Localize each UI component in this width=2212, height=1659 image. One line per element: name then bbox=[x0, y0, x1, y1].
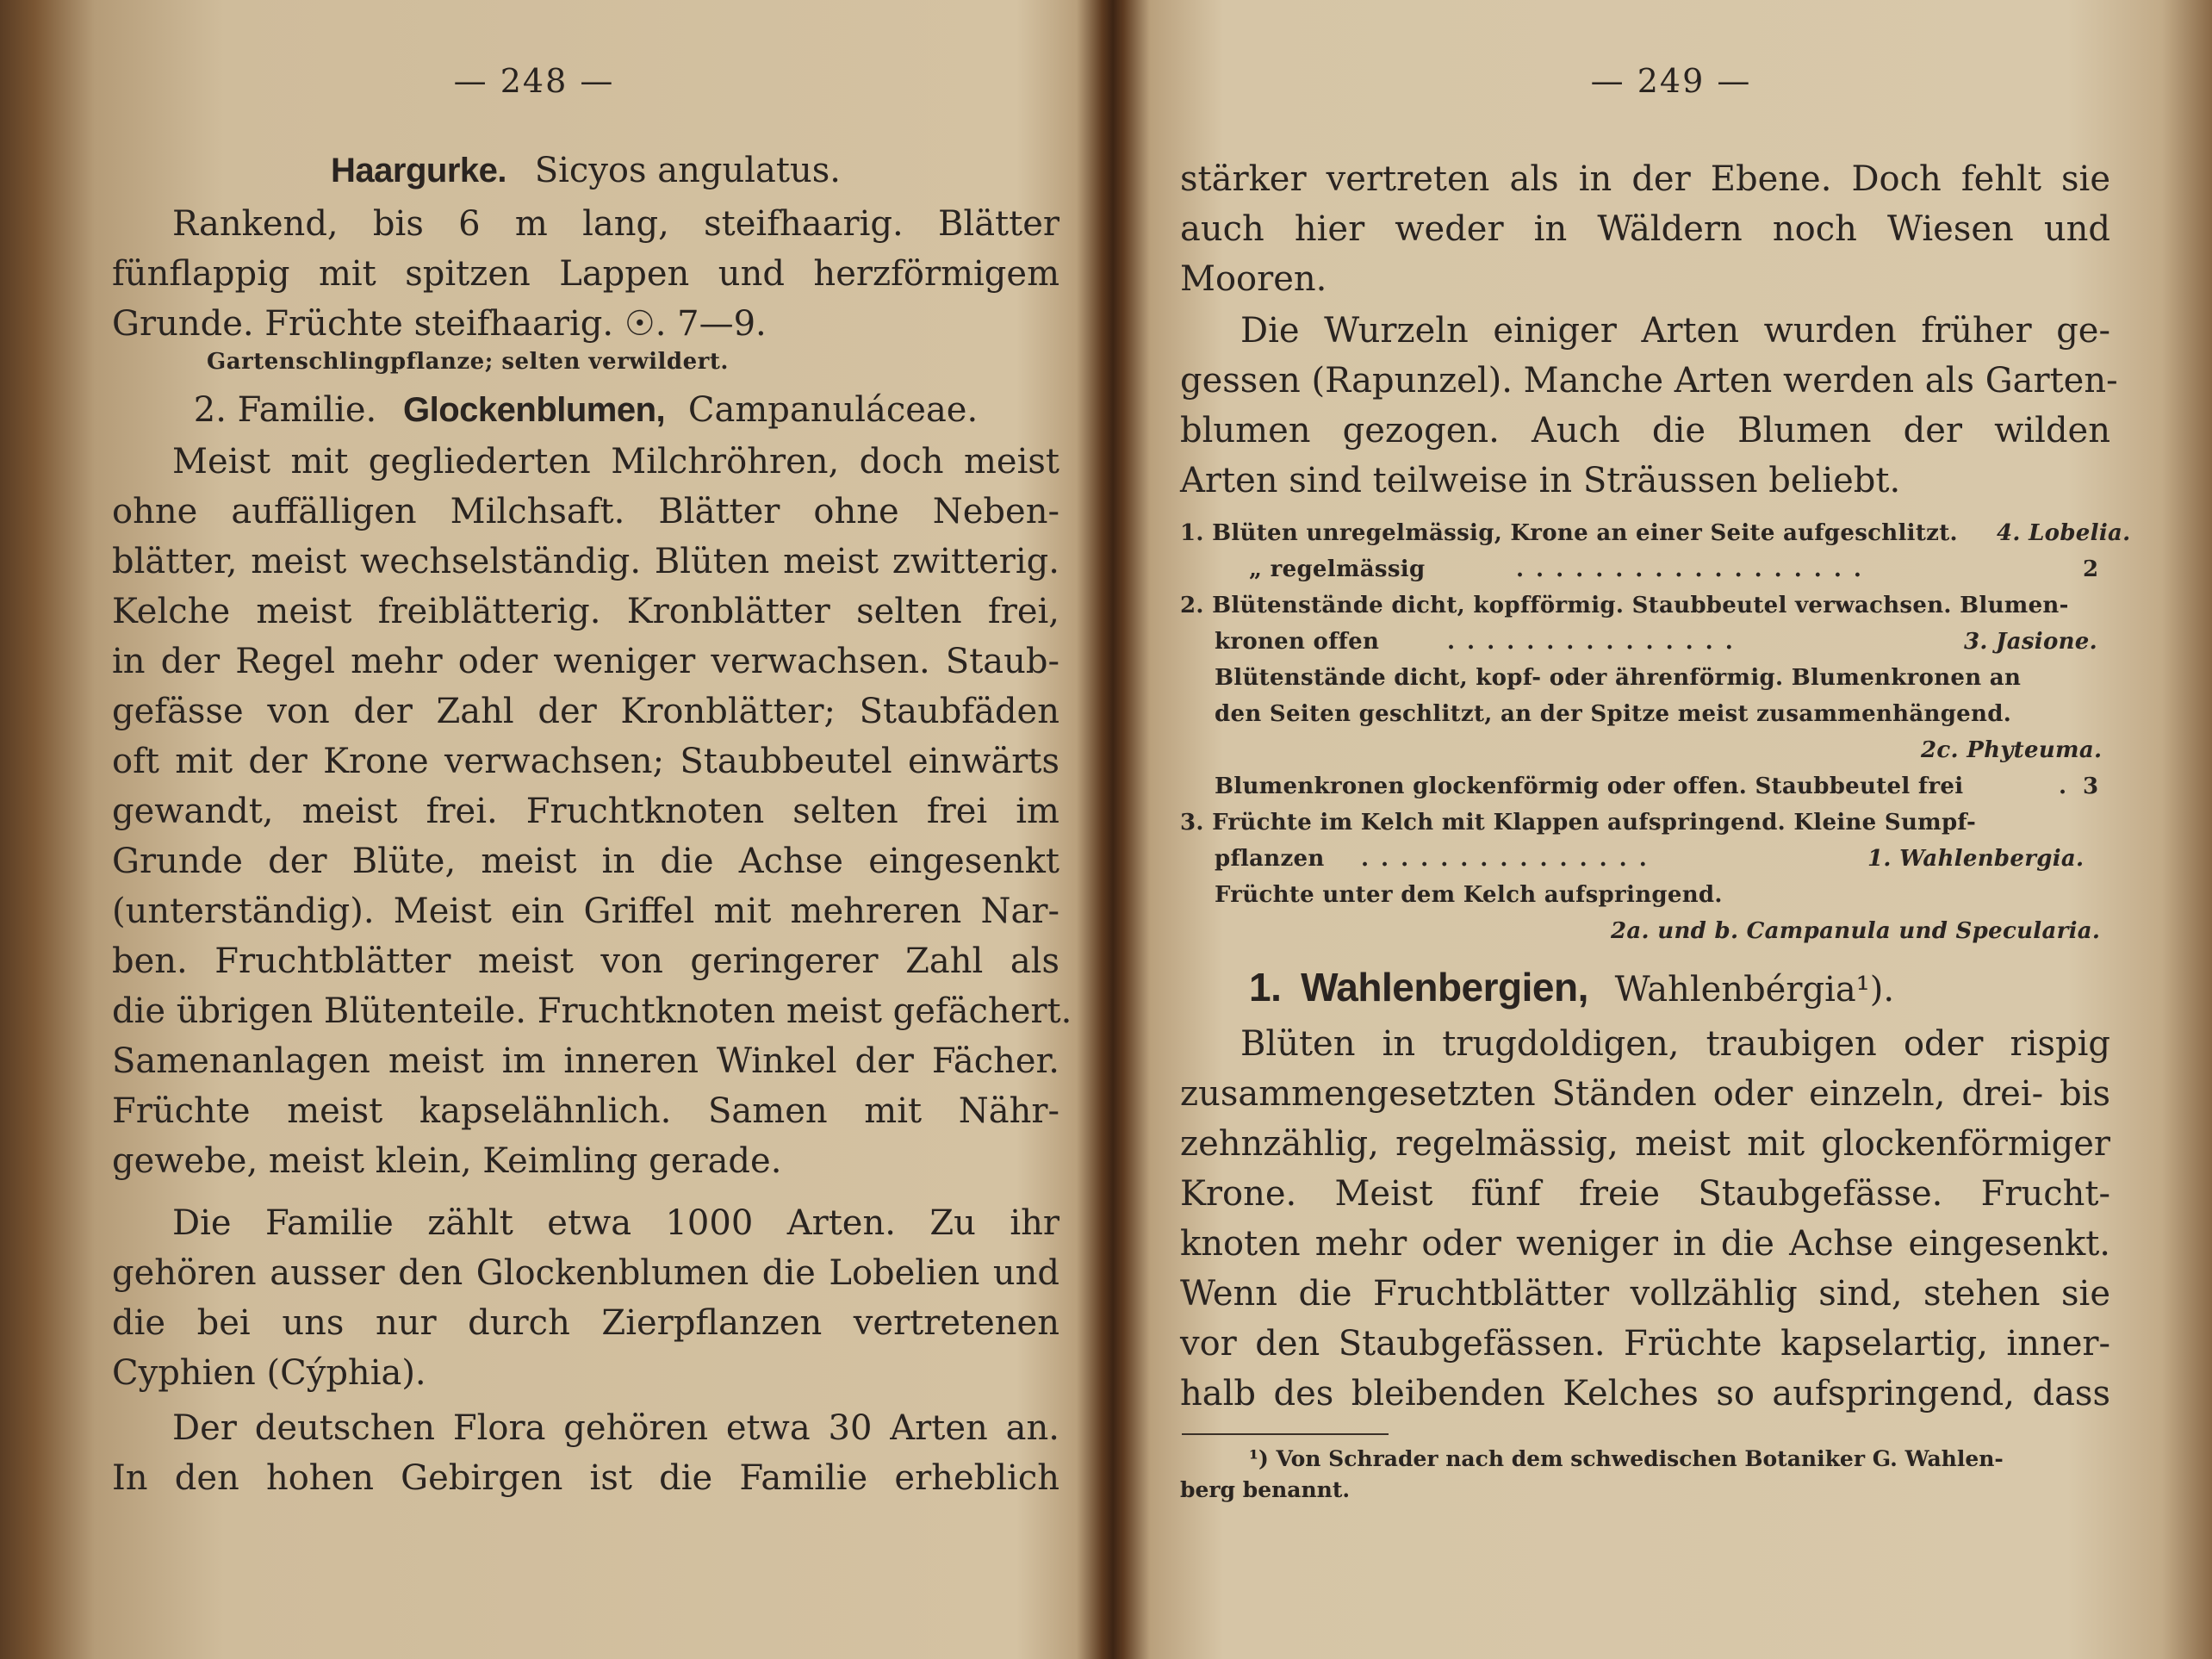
text-line: Grunde der Blüte, meist in die Achse eingesenkt bbox=[112, 842, 1059, 881]
family-number: 2. Familie. bbox=[193, 390, 377, 430]
right-page bbox=[1154, 0, 2131, 1659]
text-line: (unterständig). Meist ein Griffel mit mehreren Nar- bbox=[112, 892, 1059, 931]
text-line: gewebe, meist klein, Keimling gerade. bbox=[112, 1141, 782, 1181]
page-number: — 249 — bbox=[1590, 62, 1752, 100]
key-result: 2a. und b. Campanula und Specularia. bbox=[1611, 918, 2101, 944]
footnote: ¹) Von Schrader nach dem schwedischen Botaniker G. Wahlen- bbox=[1249, 1446, 2004, 1471]
key-result: 2 bbox=[2083, 556, 2099, 582]
text-line: zehnzählig, regelmässig, meist mit glockenförmiger bbox=[1180, 1124, 2110, 1164]
key-leader: .................. bbox=[1516, 556, 1873, 582]
text-line: oft mit der Krone verwachsen; Staubbeutel einwärts bbox=[112, 742, 1059, 781]
text-line: gefässe von der Zahl der Kronblätter; Staubfäden bbox=[112, 692, 1059, 731]
key-leader: . bbox=[2059, 774, 2067, 799]
text-line: Arten sind teilweise in Sträussen beliebt. bbox=[1180, 461, 1901, 500]
section-latin: Wahlenbérgia¹). bbox=[1614, 970, 1895, 1010]
text-line: Die Familie zählt etwa 1000 Arten. Zu ihr bbox=[172, 1203, 1059, 1243]
key-entry: 1. Blüten unregelmässig, Krone an einer Seite aufgeschlitzt. bbox=[1180, 520, 1958, 546]
haargurke-title bbox=[112, 146, 1059, 195]
key-entry: 3. Früchte im Kelch mit Klappen aufspringend. Kleine Sumpf- bbox=[1180, 810, 1977, 836]
text-line: vor den Staubgefässen. Früchte kapselartig, inner- bbox=[1180, 1324, 2110, 1364]
text-line: gewandt, meist frei. Fruchtknoten selten frei im bbox=[112, 792, 1059, 831]
text-line: Meist mit gegliederten Milchröhren, doch meist bbox=[172, 442, 1059, 482]
key-leader: ............... bbox=[1361, 846, 1659, 872]
key-entry: pflanzen bbox=[1215, 846, 1325, 872]
text-line: auch hier weder in Wäldern noch Wiesen und bbox=[1180, 209, 2110, 249]
text-line: gessen (Rapunzel). Manche Arten werden als Garten- bbox=[1180, 361, 2118, 401]
text-line: die bei uns nur durch Zierpflanzen vertretenen bbox=[112, 1303, 1059, 1343]
text-line: Kelche meist freiblätterig. Kronblätter selten frei, bbox=[112, 592, 1059, 631]
footnote-rule bbox=[1182, 1433, 1389, 1435]
text-line: halb des bleibenden Kelches so aufspringend, dass bbox=[1180, 1374, 2110, 1414]
key-entry: kronen offen bbox=[1215, 629, 1380, 655]
text-line: in der Regel mehr oder weniger verwachsen. Staub- bbox=[112, 642, 1059, 681]
haargurke-heading: Haargurke. bbox=[331, 152, 507, 190]
haargurke-latin: Sicyos angulatus. bbox=[534, 151, 841, 190]
text-line: stärker vertreten als in der Ebene. Doch fehlt sie bbox=[1180, 159, 2110, 199]
text-line: fünflappig mit spitzen Lappen und herzförmigem bbox=[112, 254, 1059, 294]
key-result: 2c. Phyteuma. bbox=[1921, 737, 2103, 763]
text-line: In den hohen Gebirgen ist die Familie erheblich bbox=[112, 1458, 1059, 1498]
section-heading: Wahlenbergien, bbox=[1301, 965, 1588, 1010]
family-heading: Glockenblumen, bbox=[402, 391, 666, 429]
key-entry: Blumenkronen glockenförmig oder offen. Staubbeutel frei bbox=[1215, 774, 1964, 799]
key-entry: 2. Blütenstände dicht, kopfförmig. Staubbeutel verwachsen. Blumen- bbox=[1180, 593, 2069, 618]
text-line: Blüten in trugdoldigen, traubigen oder rispig bbox=[1240, 1024, 2110, 1064]
key-entry: Blütenstände dicht, kopf- oder ährenförmig. Blumenkronen an bbox=[1215, 665, 2022, 691]
text-line: Rankend, bis 6 m lang, steifhaarig. Blätter bbox=[172, 204, 1059, 244]
text-line: zusammengesetzten Ständen oder einzeln, drei- bis bbox=[1180, 1074, 2110, 1114]
text-line: Früchte meist kapselähnlich. Samen mit Nähr- bbox=[112, 1091, 1059, 1131]
text-line: knoten mehr oder weniger in die Achse eingesenkt. bbox=[1180, 1224, 2110, 1264]
page-number: — 248 — bbox=[453, 62, 615, 100]
family-latin: Campanuláceae. bbox=[687, 390, 979, 430]
text-line: Die Wurzeln einiger Arten wurden früher ge- bbox=[1240, 311, 2110, 351]
key-result: 3. Jasione. bbox=[1964, 629, 2097, 655]
key-leader: ............... bbox=[1447, 629, 1745, 655]
section-title bbox=[1180, 963, 2110, 1014]
text-line: Der deutschen Flora gehören etwa 30 Arten an. bbox=[172, 1408, 1059, 1448]
haargurke-note: Gartenschlingpflanze; selten verwildert. bbox=[207, 349, 729, 375]
text-line: Wenn die Fruchtblätter vollzählig sind, stehen sie bbox=[1180, 1274, 2110, 1314]
section-number: 1. bbox=[1249, 965, 1282, 1010]
text-line: Cyphien (Cýphia). bbox=[112, 1353, 426, 1393]
key-result: 4. Lobelia. bbox=[1997, 520, 2131, 546]
key-result: 3 bbox=[2083, 774, 2099, 799]
text-line: Grunde. Früchte steifhaarig. ☉. 7—9. bbox=[112, 304, 767, 344]
key-entry: „ regelmässig bbox=[1249, 556, 1426, 582]
left-page bbox=[95, 0, 1077, 1659]
text-line: ohne auffälligen Milchsaft. Blätter ohne Neben- bbox=[112, 492, 1059, 531]
text-line: blätter, meist wechselständig. Blüten meist zwitterig. bbox=[112, 542, 1059, 581]
key-result: 1. Wahlenbergia. bbox=[1867, 846, 2085, 872]
key-entry: den Seiten geschlitzt, an der Spitze meist zusammenhängend. bbox=[1215, 701, 2012, 727]
text-line: Mooren. bbox=[1180, 259, 1327, 299]
key-entry: Früchte unter dem Kelch aufspringend. bbox=[1215, 882, 1723, 908]
footnote: berg benannt. bbox=[1180, 1477, 1351, 1502]
text-line: Samenanlagen meist im inneren Winkel der Fächer. bbox=[112, 1041, 1059, 1081]
text-line: Krone. Meist fünf freie Staubgefässe. Frucht- bbox=[1180, 1174, 2110, 1214]
family-title bbox=[112, 386, 1059, 434]
text-line: gehören ausser den Glockenblumen die Lobelien und bbox=[112, 1253, 1059, 1293]
text-line: die übrigen Blütenteile. Fruchtknoten meist gefächert. bbox=[112, 991, 1072, 1031]
text-line: blumen gezogen. Auch die Blumen der wilden bbox=[1180, 411, 2110, 450]
text-line: ben. Fruchtblätter meist von geringerer Zahl als bbox=[112, 941, 1059, 981]
